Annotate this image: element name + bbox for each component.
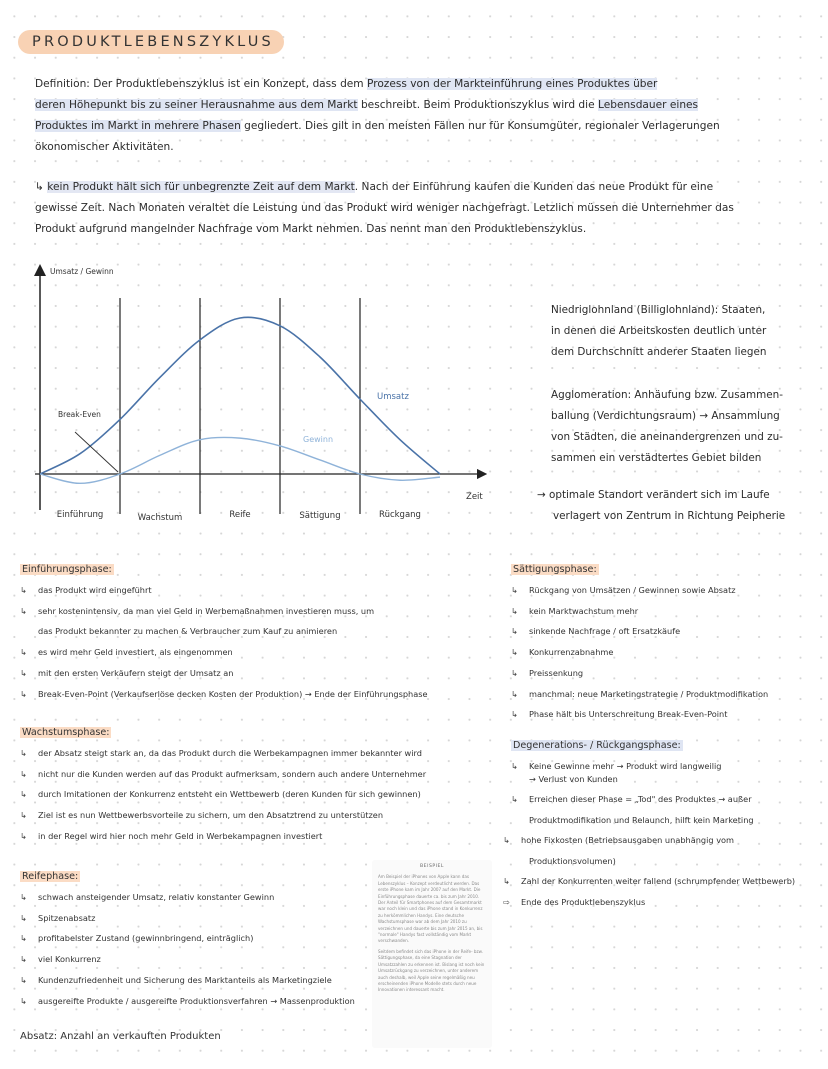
- definition-highlight: Prozess von der Markteinführung eines Produktes über: [367, 78, 658, 90]
- arrow-icon: ↳: [20, 768, 27, 779]
- list-item: [20, 764, 426, 785]
- arrow-icon: ↳: [511, 709, 518, 720]
- intro-text: gewisse Zeit. Nach Monaten veraltet die Leistung und das Produkt wird weniger nachgefragt. Letzlich müssen die Unternehmer das: [35, 202, 734, 214]
- list-item: [20, 580, 428, 601]
- arrow-icon: ↳: [20, 933, 27, 944]
- phase-label: Wachstum: [137, 513, 183, 523]
- list-item-text: profitabelster Zustand (gewinnbringend, einträglich): [38, 933, 254, 944]
- example-box: [372, 860, 492, 1048]
- arrow-icon: ↳: [20, 667, 27, 678]
- arrow-icon: ↳: [20, 647, 27, 658]
- definition-highlight: Lebensdauer eines: [597, 99, 699, 111]
- list-item-text: hohe Fixkosten (Betriebsausgaben unabhängig vom: [521, 835, 735, 845]
- list-item: [503, 830, 795, 851]
- absatz-definition: Absatz: Anzahl an verkauften Produkten: [20, 1031, 221, 1042]
- list-item: [511, 684, 768, 705]
- list-item-text: mit den ersten Verkäufern steigt der Umsatz an: [38, 667, 234, 678]
- list-item-text: sehr kostenintensiv, da man viel Geld in Werbemaßnahmen investieren muss, um: [38, 605, 375, 616]
- note-line: ballung (Verdichtungsraum) → Ansammlung: [551, 410, 780, 422]
- arrow-icon: ↳: [20, 892, 27, 902]
- list-item-text: Break-Even-Point (Verkaufserlöse decken Kosten der Produktion) → Ende der Einführungsphase: [38, 688, 428, 699]
- phase-dividers: [120, 298, 360, 514]
- list-item-text: schwach ansteigender Umsatz, relativ konstanter Gewinn: [38, 892, 275, 902]
- list-item: [511, 663, 768, 684]
- note-niedriglohnland: [551, 300, 766, 363]
- section-reife: [20, 864, 355, 1011]
- arrow-icon: ↳: [20, 912, 27, 923]
- list-item-text: ausgereifte Produkte / ausgereifte Produktionsverfahren → Massenproduktion: [38, 995, 355, 1006]
- list-item-text: → Verlust von Kunden: [529, 773, 618, 784]
- list-item-text: nicht nur die Kunden werden auf das Produkt aufmerksam, sondern auch andere Unternehmer: [38, 768, 427, 779]
- arrow-icon: ↳: [20, 585, 27, 595]
- list-item-text: Preissenkung: [529, 667, 584, 678]
- arrow-icon: ↳: [20, 789, 27, 800]
- list-item: [503, 871, 795, 892]
- list-item-text: manchmal: neue Marketingstrategie / Produktmodifikation: [529, 688, 769, 699]
- list-item: [20, 805, 426, 826]
- list-item-text: viel Konkurrenz: [38, 954, 101, 965]
- arrow-icon: ↳: [20, 688, 27, 699]
- list-item-text: Erreichen dieser Phase = „Tod" des Produktes → außer: [529, 794, 752, 804]
- note-line: verlagert von Zentrum in Richtung Peipherie: [553, 510, 786, 522]
- example-text: Seitdem befindet sich das iPhone in der Reife- bzw. Sättigungsphase, da eine Stagnation der Umsatzzahlen zu erkennen ist. Bislang ist noch kein Umsatzrückgang zu verzeichnen, unter anderem auch deshalb, weil Apple seine regelmäßig neu erscheinenden iPhone Modelle stets durch neue Innovationen interessant macht.: [378, 948, 485, 993]
- y-axis-label: Umsatz / Gewinn: [50, 267, 114, 276]
- phase-label: Einführung: [56, 510, 104, 520]
- note-line: in denen die Arbeitskosten deutlich unter: [551, 325, 767, 337]
- section-wachstum: [20, 720, 426, 847]
- list-item-text: durch Imitationen der Konkurrenz entsteht ein Wettbewerb (deren Kunden für sich gewinnen): [38, 789, 421, 800]
- list-item-text: kein Marktwachstum mehr: [529, 605, 639, 616]
- list-item-text: das Produkt bekannter zu machen & Verbraucher zum Kauf zu animieren: [38, 626, 338, 637]
- gewinn-label: Gewinn: [303, 435, 334, 444]
- arrow-icon: ↳: [511, 794, 518, 804]
- definition-highlight: Produktes im Markt in mehrere Phasen: [35, 120, 241, 132]
- list-item-text: Spitzenabsatz: [38, 912, 96, 923]
- list-item-text: sinkende Nachfrage / oft Ersatzkäufe: [529, 626, 681, 637]
- note-line: dem Durchschnitt anderer Staaten liegen: [551, 346, 767, 358]
- arrow-icon: ↳: [20, 748, 27, 758]
- arrow-icon: ↳: [511, 585, 518, 595]
- list-item: [511, 621, 768, 642]
- note-line: von Städten, die aneinandergrenzen und zu-: [551, 431, 783, 443]
- list-item: [20, 826, 426, 847]
- phase-label: Rückgang: [379, 510, 421, 520]
- list-item-text: das Produkt wird eingeführt: [38, 585, 152, 595]
- arrow-icon: ↳: [511, 761, 518, 771]
- arrow-icon: ↳: [20, 974, 27, 985]
- page-title: PRODUKTLEBENSZYKLUS: [18, 30, 284, 54]
- section-heading: Wachstumsphase:: [22, 727, 110, 738]
- break-even-label: Break-Even: [58, 410, 101, 419]
- section-heading: Einführungsphase:: [22, 564, 112, 575]
- list-item: [511, 810, 795, 831]
- section-degeneration: [503, 733, 796, 912]
- gewinn-curve: [40, 437, 440, 483]
- intro-highlight: kein Produkt hält sich für unbegrenzte Zeit auf dem Markt: [47, 181, 355, 193]
- arrow-icon: ↳: [511, 667, 518, 678]
- intro-paragraph: [35, 177, 734, 240]
- list-item-text: Konkurrenzabnahme: [529, 647, 614, 658]
- list-item-text: es wird mehr Geld investiert, als eingenommen: [38, 647, 233, 658]
- section-heading: Degenerations- / Rückgangsphase:: [513, 740, 681, 751]
- list-item: [511, 851, 795, 872]
- list-item: [511, 601, 768, 622]
- list-item: [20, 784, 426, 805]
- list-item-text: Kundenzufriedenheit und Sicherung des Marktanteils als Marketingziele: [38, 974, 332, 985]
- definition-text: gegliedert. Dies gilt in den meisten Fällen nur für Konsumgüter, regionaler Verlagerungen: [240, 120, 720, 132]
- list-item: [20, 642, 428, 663]
- arrow-icon: ↳: [20, 605, 27, 616]
- definition-text: Definition: Der Produktlebenszyklus ist ein Konzept, dass dem: [35, 78, 367, 90]
- note-line: Agglomeration: Anhäufung bzw. Zusammen-: [551, 389, 784, 401]
- definition-text: beschreibt. Beim Produktionszyklus wird die: [357, 99, 598, 111]
- note-line: Niedriglohnland (Billiglohnland): Staaten,: [551, 304, 766, 316]
- example-heading: BEISPIEL: [420, 864, 444, 869]
- intro-text: Produkt aufgrund mangelnder Nachfrage vom Markt nehmen. Das nennt man den Produktlebenszyklus.: [35, 223, 587, 235]
- section-saettigung: [511, 557, 768, 725]
- note-line: sammen ein verstädtertes Gebiet bilden: [551, 452, 762, 464]
- arrow-icon: ↳: [503, 876, 510, 886]
- note-standort: [537, 485, 785, 527]
- list-item: [20, 663, 428, 684]
- intro-text: . Nach der Einführung kaufen die Kunden das neue Produkt für eine: [354, 181, 714, 193]
- arrow-icon: ↳: [503, 835, 510, 845]
- list-item-text: Ziel ist es nun Wettbewerbsvorteile zu sichern, um den Absatztrend zu unterstützen: [38, 810, 384, 821]
- arrow-icon: ↳: [511, 605, 518, 616]
- arrow-icon: ↳: [35, 181, 44, 193]
- definition-text: ökonomischer Aktivitäten.: [35, 141, 174, 153]
- list-item-text: Phase hält bis Unterschreitung Break-Even-Point: [529, 709, 728, 720]
- note-line: → optimale Standort verändert sich im Laufe: [537, 489, 770, 501]
- list-item: [20, 743, 426, 764]
- list-item: [20, 621, 428, 642]
- umsatz-label: Umsatz: [377, 392, 409, 402]
- section-heading: Reifephase:: [22, 871, 79, 882]
- list-item-text: der Absatz steigt stark an, da das Produkt durch die Werbekampagnen immer bekannter wird: [38, 748, 422, 758]
- x-axis-label: Zeit: [466, 492, 483, 502]
- list-item: [20, 601, 428, 622]
- phase-label: Sättigung: [299, 511, 341, 521]
- list-item: [511, 580, 768, 601]
- arrow-icon: ↳: [20, 995, 27, 1006]
- phase-labels: [57, 510, 421, 523]
- double-arrow-icon: ⇨: [503, 896, 510, 907]
- list-item: [511, 704, 768, 725]
- arrow-icon: ↳: [511, 647, 518, 658]
- arrow-icon: ↳: [20, 810, 27, 821]
- list-item: [511, 642, 768, 663]
- list-item-text: Zahl der Konkurrenten weiter fallend (schrumpfender Wettbewerb): [521, 876, 796, 886]
- section-heading: Sättigungsphase:: [513, 564, 597, 575]
- list-item-text: Keine Gewinne mehr → Produkt wird langweilig: [529, 761, 722, 771]
- list-item-text: Ende des Produktlebenszyklus: [521, 896, 646, 907]
- list-item-text: Produktionsvolumen): [529, 855, 616, 866]
- list-item: [20, 908, 355, 929]
- arrow-icon: ↳: [20, 830, 27, 841]
- list-item: [20, 970, 355, 991]
- list-item: [20, 949, 355, 970]
- arrow-icon: ↳: [20, 954, 27, 965]
- list-item-text: Produktmodifikation und Relaunch, hilft kein Marketing: [529, 814, 754, 825]
- phase-label: Reife: [229, 510, 251, 520]
- definition-highlight: deren Höhepunkt bis zu seiner Herausnahme aus dem Markt: [35, 99, 358, 111]
- section-einfuehrung: [20, 557, 428, 704]
- list-item: [20, 928, 355, 949]
- note-agglomeration: [551, 385, 783, 469]
- list-item: [20, 887, 355, 908]
- list-item: [20, 684, 428, 705]
- arrow-icon: ↳: [511, 626, 518, 637]
- list-item: [20, 991, 355, 1012]
- list-item: [503, 892, 795, 913]
- arrow-icon: ↳: [511, 688, 518, 699]
- definition-paragraph: [35, 74, 720, 158]
- list-item-text: Rückgang von Umsätzen / Gewinnen sowie Absatz: [529, 585, 736, 595]
- list-item: [511, 789, 795, 810]
- example-text: Am Beispiel der iPhones von Apple kann das Lebenszyklus – Konzept verdeutlicht werden. Das erste iPhone kam im Jahr 2007 auf den Markt. Die Einführungsphase dauerte ca. bis zum Jahr 2010. Der Anteil für Smartphones auf dem Gesamtmarkt war noch klein und das iPhone stand in Konkurrenz zu herkömmlichen Handys. Eine deutsche Wachstumsphase war ab dem Jahr 2010 zu verzeichnen und dauerte bis zum Jahr 2015 an, bis "normale" Handys fast vollständig vom Markt verschwanden.: [378, 874, 483, 944]
- lifecycle-chart: [20, 262, 500, 527]
- list-item-text: in der Regel wird hier noch mehr Geld in Werbekampagnen investiert: [38, 830, 323, 841]
